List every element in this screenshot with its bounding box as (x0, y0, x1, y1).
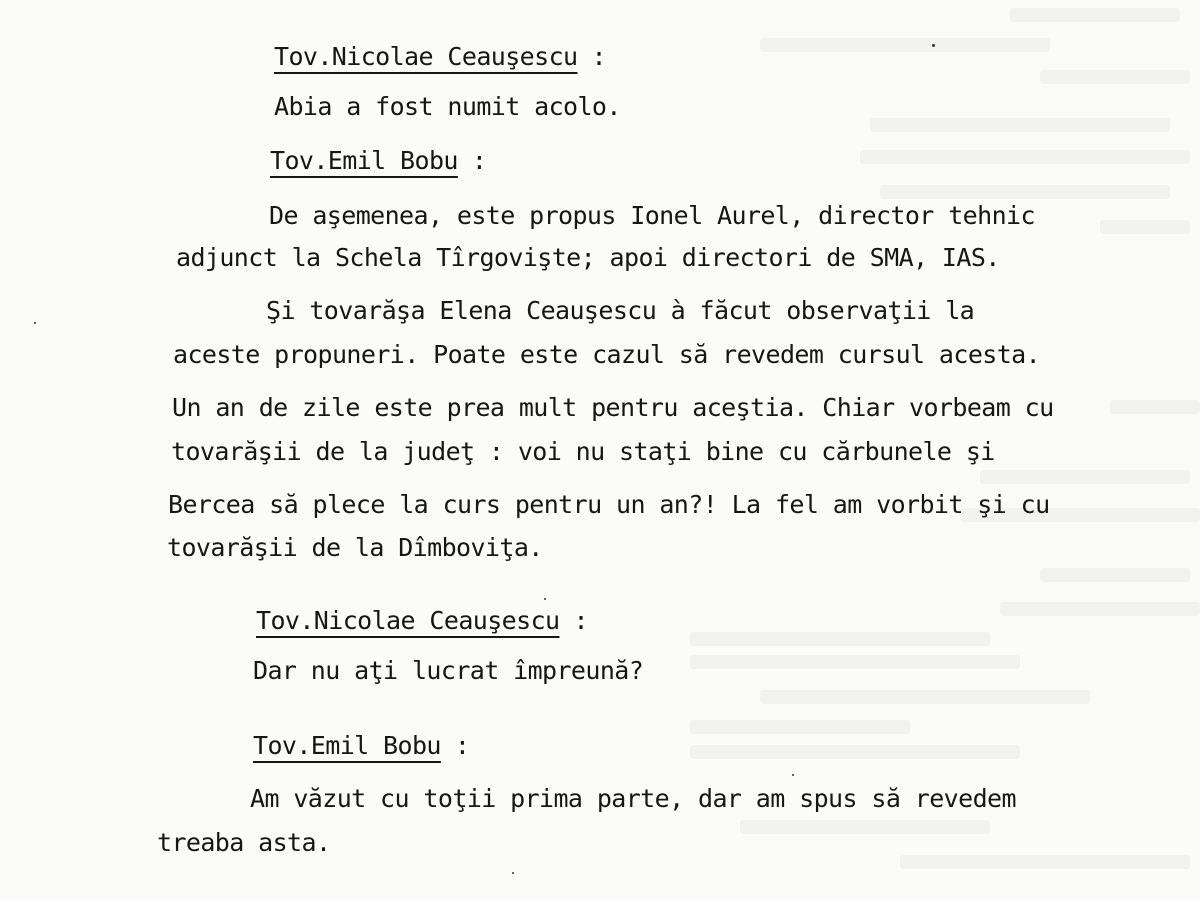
text-line: Bercea să plece la curs pentru un an?! La fel am vorbit şi cu (168, 490, 1050, 519)
speaker-name: Tov.Nicolae Ceauşescu (256, 606, 560, 635)
text-line: Abia a fost numit acolo. (274, 92, 621, 121)
text-line: tovarăşii de la judeţ : voi nu staţi bine cu cărbunele şi (171, 437, 995, 466)
text-line: aceste propuneri. Poate este cazul să revedem cursul acesta. (173, 340, 1041, 369)
text-line: Şi tovarăşa Elena Ceauşescu à făcut observaţii la (266, 296, 975, 325)
speaker-line (253, 731, 469, 761)
text-line: treaba asta. (157, 828, 331, 857)
ink-speck (512, 872, 514, 874)
speaker-colon: : (573, 606, 588, 635)
speaker-line (274, 42, 606, 72)
speaker-name: Tov.Emil Bobu (253, 731, 441, 760)
speaker-line (256, 606, 588, 636)
text-line: De aşemenea, este propus Ionel Aurel, director tehnic (269, 201, 1035, 230)
text-line: Un an de zile este prea mult pentru aceştia. Chiar vorbeam cu (172, 393, 1054, 422)
ink-speck (932, 44, 935, 47)
speaker-line (270, 146, 486, 176)
text-line: tovarăşii de la Dîmboviţa. (167, 533, 543, 562)
speaker-name: Tov.Nicolae Ceauşescu (274, 42, 578, 71)
speaker-name: Tov.Emil Bobu (270, 146, 458, 175)
text-line: Am văzut cu toţii prima parte, dar am spus să revedem (250, 784, 1016, 813)
text-line: adjunct la Schela Tîrgovişte; apoi directori de SMA, IAS. (176, 243, 1000, 272)
speaker-colon: : (471, 146, 487, 175)
ink-speck (34, 322, 36, 324)
speaker-colon: : (454, 731, 470, 760)
ink-speck (792, 774, 794, 776)
speaker-colon: : (591, 42, 606, 71)
ink-speck (544, 598, 546, 600)
text-line: Dar nu aţi lucrat împreună? (253, 656, 644, 685)
